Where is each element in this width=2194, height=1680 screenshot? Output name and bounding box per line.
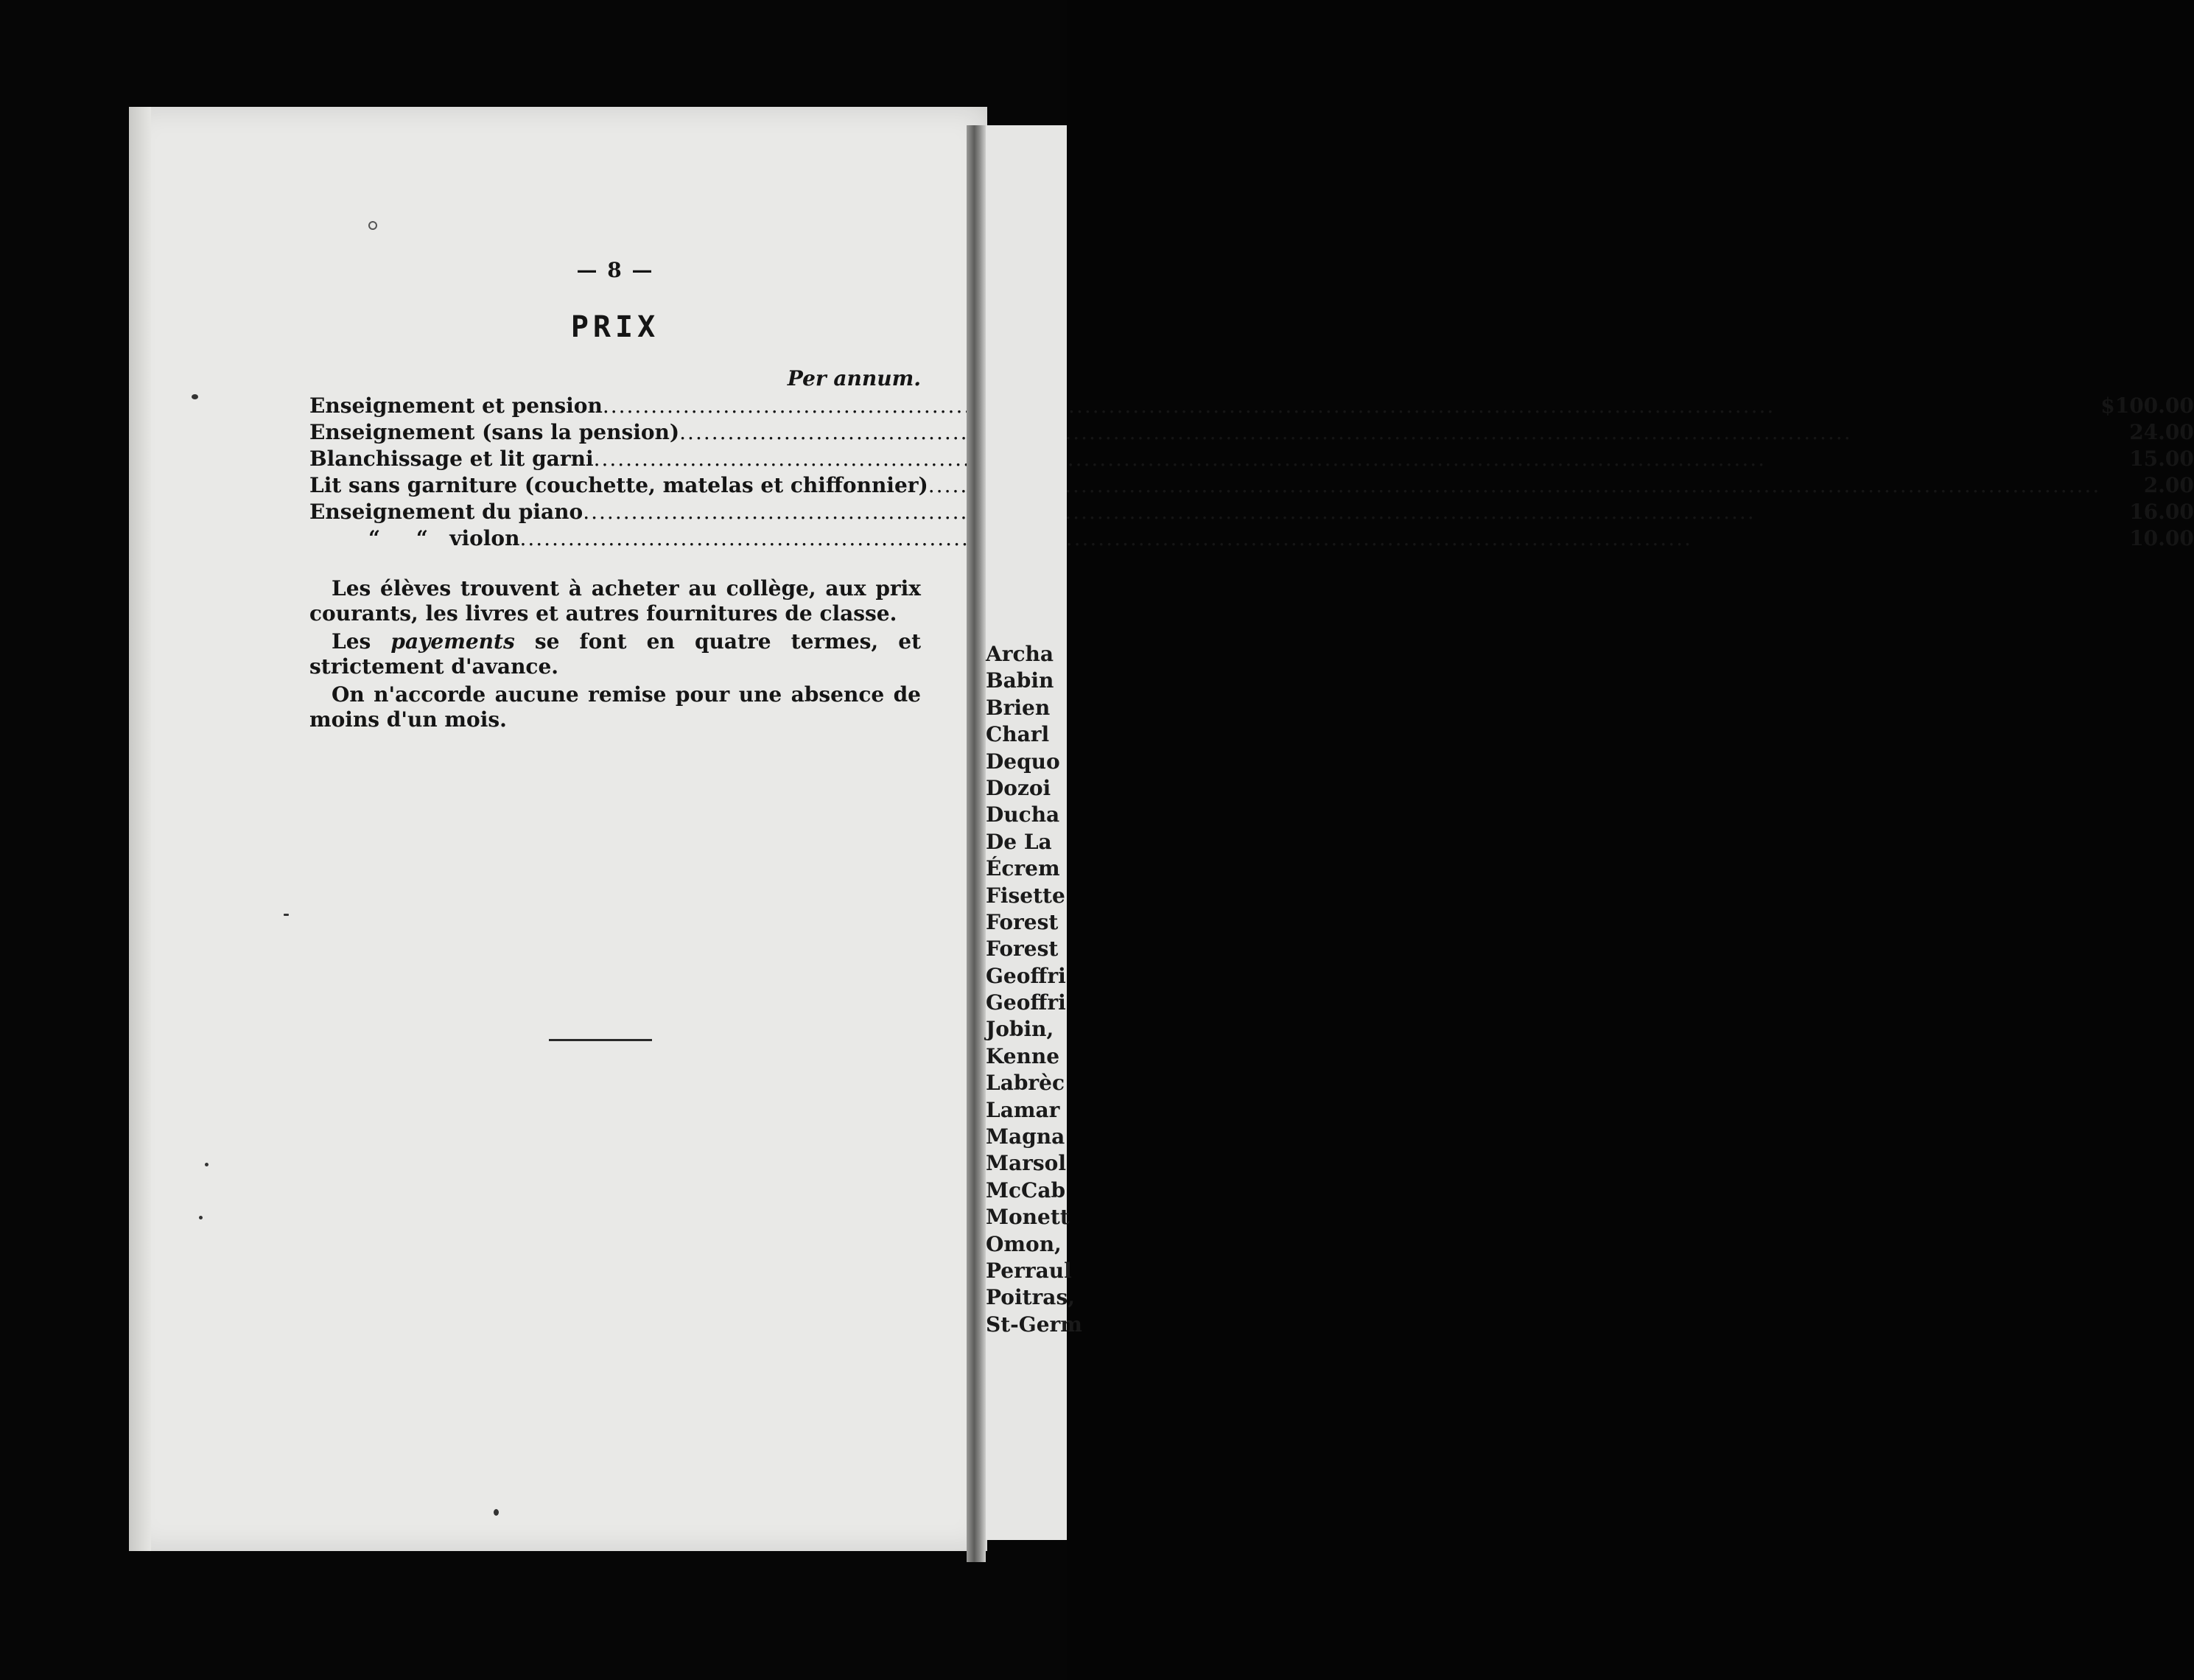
price-label: Blanchissage et lit garni <box>309 446 594 471</box>
price-label: “ “ violon <box>368 525 520 550</box>
adjacent-page-name: Labrèc <box>986 1071 1065 1096</box>
price-label: Enseignement et pension <box>309 393 603 418</box>
price-row <box>309 445 2194 472</box>
ink-speck <box>494 1509 499 1516</box>
adjacent-page-name: Monett <box>986 1205 1070 1230</box>
note-paragraph: Les payements se font en quatre termes, et strictement d'avance. <box>309 629 922 679</box>
price-amount: 15.00 <box>2129 446 2194 471</box>
adjacent-page-name: Dozoi <box>986 775 1051 800</box>
dot-leader <box>519 526 2100 550</box>
adjacent-page-name: Ducha <box>986 802 1060 827</box>
per-annum-heading: Per annum. <box>787 366 921 391</box>
adjacent-page-name: Fisette <box>986 883 1065 908</box>
adjacent-page-name: Charl <box>986 722 1050 747</box>
price-row <box>309 419 2194 445</box>
dot-leader <box>583 500 2100 524</box>
page-title: PRIX <box>570 310 660 344</box>
adjacent-page-name: Dequo <box>986 749 1060 774</box>
page-edge <box>129 107 151 1551</box>
price-row <box>309 392 2194 419</box>
price-amount: 10.00 <box>2129 525 2194 550</box>
adjacent-page-name: St-Germ <box>986 1312 1082 1337</box>
adjacent-page-name: Kenne <box>986 1043 1060 1068</box>
note-paragraph: On n'accorde aucune remise pour une absence de moins d'un mois. <box>309 682 921 732</box>
ink-speck <box>284 914 289 916</box>
adjacent-page-name: Forest <box>986 909 1059 934</box>
adjacent-page-name: Archa <box>986 642 1054 666</box>
ink-speck <box>205 1163 208 1166</box>
adjacent-page-name: Magna <box>986 1124 1065 1149</box>
price-label: Lit sans garniture (couchette, matelas et chiffonnier) <box>309 472 928 497</box>
page-number: — 8 — <box>576 258 654 282</box>
adjacent-page-name: Marsol <box>986 1151 1066 1176</box>
price-amount: $100.00 <box>2100 393 2194 418</box>
price-row <box>309 525 2194 551</box>
price-row <box>309 472 2194 498</box>
price-amount: 24.00 <box>2129 419 2194 444</box>
dot-leader <box>603 393 2100 418</box>
adjacent-page-name: De La <box>986 829 1052 854</box>
dot-leader <box>594 447 2101 471</box>
ink-speck <box>199 1216 203 1219</box>
ink-speck <box>192 394 198 399</box>
adjacent-page-name: Geoffri <box>986 990 1066 1015</box>
note-paragraph: Les élèves trouvent à acheter au collège, aux prix courants, les livres et autres fournitures de classe. <box>309 576 921 626</box>
adjacent-page-name: McCab <box>986 1177 1066 1203</box>
price-row <box>309 498 2194 525</box>
adjacent-page-name: Perraul <box>986 1258 1072 1283</box>
adjacent-page-name: Jobin, <box>986 1017 1054 1042</box>
dot-leader <box>679 420 2100 444</box>
adjacent-page-name: Omon, <box>986 1231 1062 1256</box>
ink-speck <box>368 221 377 230</box>
book-gutter <box>967 125 986 1562</box>
price-label: Enseignement (sans la pension) <box>309 419 680 444</box>
adjacent-page-name: Forest <box>986 937 1059 962</box>
adjacent-page-name-list <box>986 641 1082 1338</box>
price-amount: 16.00 <box>2129 499 2194 524</box>
adjacent-page-name: Écrem <box>986 856 1060 881</box>
adjacent-page-name: Brien <box>986 695 1051 720</box>
adjacent-page-name: Poitras, <box>986 1285 1075 1310</box>
notes <box>309 576 921 732</box>
adjacent-page <box>986 125 1082 1540</box>
dot-leader <box>928 473 2100 497</box>
adjacent-page-name: Babin <box>986 668 1054 693</box>
price-amount: 2.00 <box>2143 472 2194 497</box>
price-table <box>309 392 2194 551</box>
adjacent-page-name: Lamar <box>986 1097 1060 1122</box>
price-label: Enseignement du piano <box>309 499 583 524</box>
adjacent-page-name: Geoffri <box>986 963 1066 988</box>
separator-rule <box>549 1039 652 1041</box>
